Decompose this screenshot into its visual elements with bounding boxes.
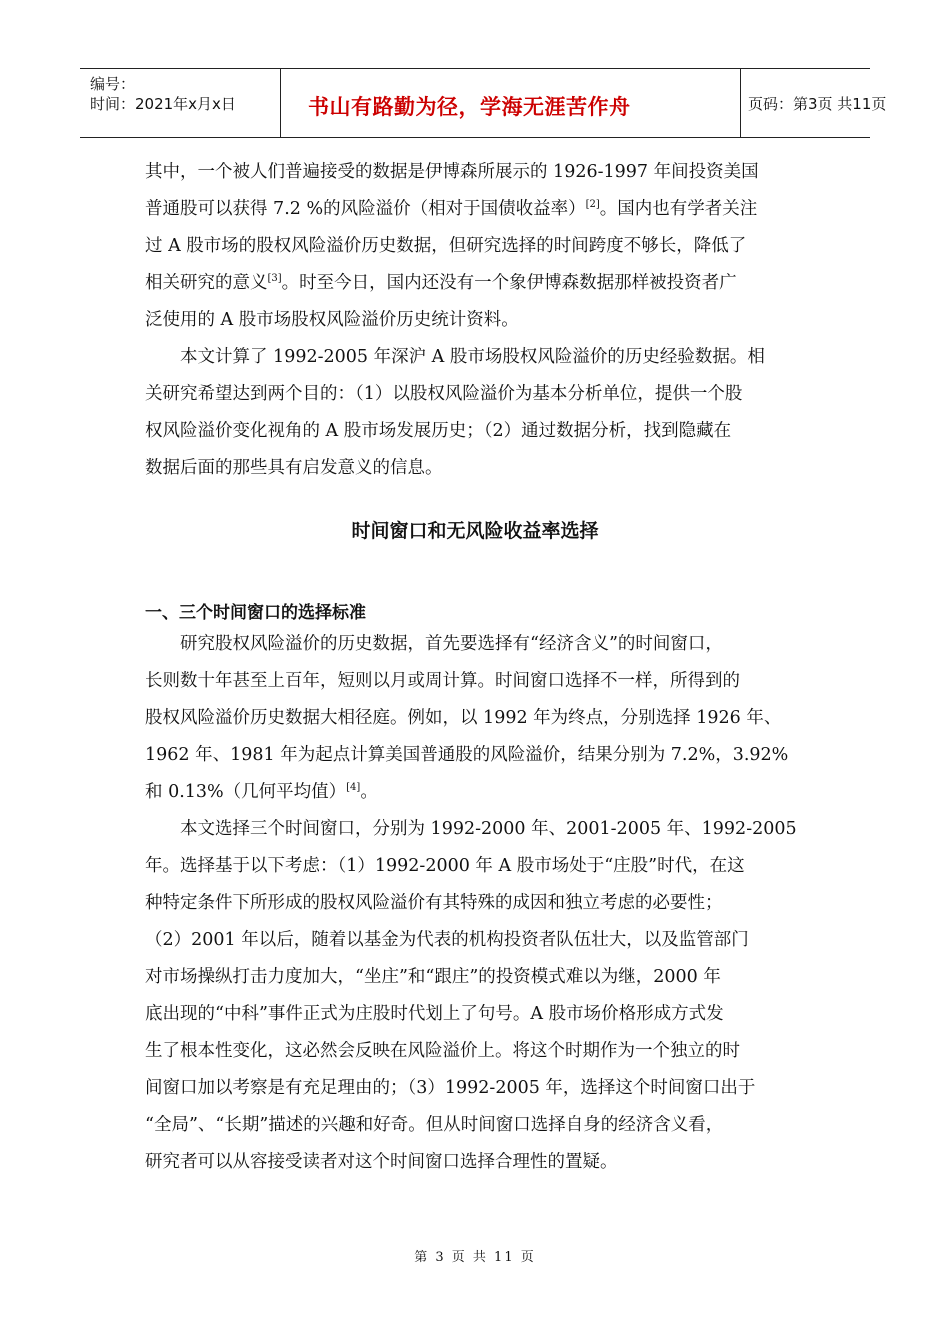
citation-ref: [4] <box>346 782 361 793</box>
text-line: 对市场操纵打击力度加大，“坐庄”和“跟庄”的投资模式难以为继，2000 年 <box>145 967 721 987</box>
document-date-label: 时间：2021年x月x日 <box>90 95 236 113</box>
header-motto-cell <box>280 69 741 137</box>
header-page-info: 页码：第3页 共11页 <box>748 95 887 113</box>
header-left-cell <box>80 69 281 137</box>
text-line: “全局”、“长期”描述的兴趣和好奇。但从时间窗口选择自身的经济含义看， <box>145 1115 724 1135</box>
section-title: 时间窗口和无风险收益率选择 <box>351 520 599 542</box>
text-line: 底出现的“中科”事件正式为庄股时代划上了句号。A 股市场价格形成方式发 <box>145 1004 724 1024</box>
text-line: 种特定条件下所形成的股权风险溢价有其特殊的成因和独立考虑的必要性； <box>145 893 723 913</box>
text-line: 研究股权风险溢价的历史数据，首先要选择有“经济含义”的时间窗口， <box>180 634 723 654</box>
text-line: 和 0.13%（几何平均值）[4]。 <box>145 782 378 802</box>
text-line: 长则数十年甚至上百年，短则以月或周计算。时间窗口选择不一样，所得到的 <box>145 671 740 691</box>
page-footer: 第 3 页 共 11 页 <box>414 1250 536 1265</box>
header-table <box>80 68 887 138</box>
citation-ref: [3] <box>267 273 282 284</box>
document-number-label: 编号： <box>90 75 136 93</box>
text-line: 过 A 股市场的股权风险溢价历史数据，但研究选择的时间跨度不够长，降低了 <box>145 236 747 256</box>
text-line: 股权风险溢价历史数据大相径庭。例如，以 1992 年为终点，分别选择 1926 年、 <box>145 708 782 728</box>
text-line: 本文选择三个时间窗口，分别为 1992-2000 年、2001-2005 年、1992-2005 <box>180 819 797 839</box>
text-line: 关研究希望达到两个目的：（1）以股权风险溢价为基本分析单位，提供一个股 <box>145 384 743 404</box>
header-page-cell <box>740 69 887 137</box>
header-motto: 书山有路勤为径，学海无涯苦作舟 <box>308 95 631 119</box>
text-line: 生了根本性变化，这必然会反映在风险溢价上。将这个时期作为一个独立的时 <box>145 1041 740 1061</box>
text-line: 本文计算了 1992-2005 年深沪 A 股市场股权风险溢价的历史经验数据。相 <box>180 347 765 367</box>
text-line: 间窗口加以考察是有充足理由的；（3）1992-2005 年，选择这个时间窗口出于 <box>145 1078 756 1098</box>
text-line: 1962 年、1981 年为起点计算美国普通股的风险溢价，结果分别为 7.2%，3.92% <box>145 745 789 765</box>
text-line: 年。选择基于以下考虑：（1）1992-2000 年 A 股市场处于“庄股”时代，在这 <box>145 856 745 876</box>
text-line: 相关研究的意义[3]。时至今日，国内还没有一个象伊博森数据那样被投资者广 <box>145 273 737 293</box>
text-line: 泛使用的 A 股市场股权风险溢价历史统计资料。 <box>145 310 519 330</box>
subsection-title: 一、三个时间窗口的选择标准 <box>145 603 366 623</box>
text-line: 其中，一个被人们普遍接受的数据是伊博森所展示的 1926-1997 年间投资美国 <box>145 162 759 182</box>
text-line: 数据后面的那些具有启发意义的信息。 <box>145 458 443 478</box>
text-line: 普通股可以获得 7.2 %的风险溢价（相对于国债收益率）[2]。国内也有学者关注 <box>145 199 758 219</box>
text-line: 研究者可以从容接受读者对这个时间窗口选择合理性的置疑。 <box>145 1152 618 1172</box>
text-line: 权风险溢价变化视角的 A 股市场发展历史；（2）通过数据分析，找到隐藏在 <box>145 421 732 441</box>
citation-ref: [2] <box>585 199 600 210</box>
text-line: （2）2001 年以后，随着以基金为代表的机构投资者队伍壮大，以及监管部门 <box>145 930 749 950</box>
